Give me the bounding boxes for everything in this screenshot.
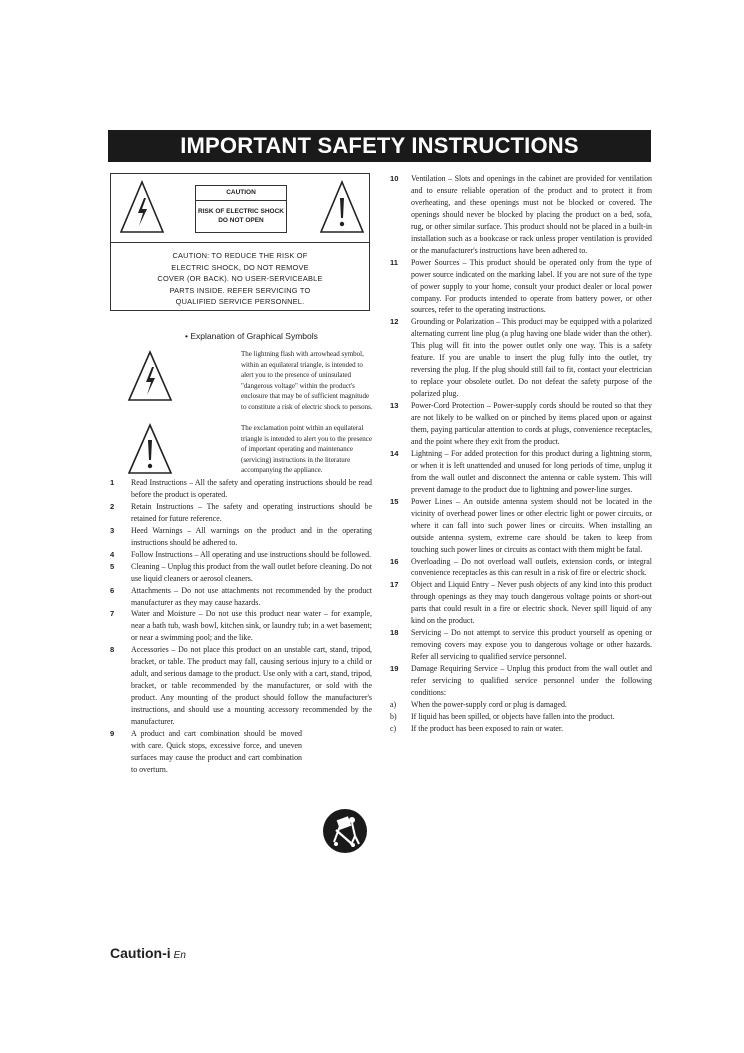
cart-tip-over-icon [322, 808, 368, 854]
item-number: 12 [390, 317, 399, 327]
item-number: 19 [390, 664, 399, 674]
exclamation-warning-icon [319, 180, 365, 234]
page-number: Caution-i [110, 945, 171, 961]
item-number: 8 [110, 645, 115, 655]
item-number: 18 [390, 628, 399, 638]
lightning-warning-icon [127, 350, 173, 402]
item-text: Damage Requiring Service – Unplug this product from the wall outlet and refer servicing to qualified service personnel under the following conditions: [411, 664, 652, 697]
list-item [390, 257, 652, 317]
list-item [390, 173, 652, 257]
item-text: Read Instructions – All the safety and operating instructions should be read before the product is operated. [131, 478, 372, 499]
right-instructions [390, 173, 652, 735]
lightning-explanation: The lightning flash with arrowhead symbol, within an equilateral triangle, is intended to alert you to the presence of uninsulated "dangerous voltage" within the product's enclosure that may be of sufficient magnitude to constitute a risk of electric shock to persons. [241, 350, 373, 411]
item-text: Accessories – Do not place this product on an unstable cart, stand, tripod, bracket, or table. The product may fall, causing serious injury to a child or adult, and serious damage to the product. Use only with a cart, stand, tripod, bracket, or table recommended by the manufacturer, or sold with the product. Any mounting of the product should follow the manufacturer's instructions, and should use a mounting accessory recommended by the manufacturer. [131, 645, 372, 727]
list-item [390, 627, 652, 663]
sub-item-text: If liquid has been spilled, or objects have fallen into the product. [411, 711, 615, 721]
item-number: 5 [110, 561, 115, 571]
exclamation-warning-icon [127, 423, 173, 475]
sub-item-text: When the power-supply cord or plug is damaged. [411, 699, 567, 709]
item-text: Servicing – Do not attempt to service this product yourself as opening or removing covers may expose you to dangerous voltage or other hazards. Refer all servicing to qualified service personnel. [411, 628, 652, 662]
caution-text [111, 250, 369, 308]
sub-item [390, 723, 652, 735]
list-item [110, 561, 372, 585]
language-code: En [173, 950, 186, 961]
caution-line: COVER (OR BACK). NO USER-SERVICEABLE [157, 274, 323, 283]
sub-item-letter: b) [390, 711, 397, 721]
list-item [390, 579, 652, 627]
list-item [110, 549, 372, 561]
item-text: Power-Cord Protection – Power-supply cords should be routed so that they are not likely to be walked on or pinched by items placed upon or against them, paying particular attention to cords at plugs, convenience receptacles, and the point where they exit from the product. [411, 401, 652, 446]
item-text: Overloading – Do not overload wall outlets, extension cords, or integral convenience receptacles as this can result in a risk of fire or electric shock. [411, 556, 652, 578]
caution-line: PARTS INSIDE. REFER SERVICING TO [169, 285, 311, 295]
item-text: Follow Instructions – All operating and use instructions should be followed. [131, 549, 371, 559]
item-number: 6 [110, 585, 115, 595]
item-number: 10 [390, 174, 399, 183]
item-number: 9 [110, 729, 115, 739]
item-text: Water and Moisture – Do not use this product near water – for example, near a bath tub, wash bowl, kitchen sink, or laundry tub; in a wet basement; or near a swimming pool; and the like. [131, 609, 372, 643]
caution-label-do-not-open: DO NOT OPEN [218, 217, 264, 224]
list-item [390, 663, 652, 699]
item-text: Grounding or Polarization – This product may be equipped with a polarized alternating current line plug (a plug having one blade wider than the other). This plug will fit into the power outlet only one way. This is a safety feature. If you are unable to insert the plug fully into the outlet, try reversing the plug. If the plug should still fail to fit, contact your electrician to replace your obsolete outlet. Do not defeat the safety purpose of the polarized plug. [411, 317, 652, 399]
item-text: Power Lines – An outside antenna system should not be located in the vicinity of overhead power lines or other electric light or power circuits, or where it can fall into such power lines or circuits. When installing an outside antenna system, extreme care should be taken to keep from touching such power lines or circuits as contact with them might be fatal. [411, 496, 652, 554]
item-text: Retain Instructions – The safety and operating instructions should be retained for future reference. [131, 501, 372, 523]
list-item [110, 585, 372, 609]
list-item [110, 477, 372, 501]
item-number: 3 [110, 525, 115, 535]
left-instructions [110, 477, 372, 776]
caution-line: QUALIFIED SERVICE PERSONNEL. [175, 297, 305, 306]
caution-label [195, 185, 287, 233]
sub-item [390, 699, 652, 711]
item-text: Object and Liquid Entry – Never push objects of any kind into this product through openings as they may touch dangerous voltage points or short-out parts that could result in a fire or electric shock. Never spill liquid of any kind on the product. [411, 580, 652, 626]
item-number: 15 [390, 496, 399, 506]
caution-box [110, 173, 370, 311]
sub-item-text: If the product has been exposed to rain or water. [411, 723, 564, 733]
item-number: 13 [390, 401, 399, 411]
item-text: Heed Warnings – All warnings on the product and in the operating instructions should be adhered to. [131, 525, 372, 547]
list-item [390, 496, 652, 556]
item-text: Power Sources – This product should be operated only from the type of power source indicated on the marking label. If you are not sure of the type of power supply to your home, consult your product dealer or local power company. For products intended to operate from battery power, or other sources, refer to the operating instructions. [411, 257, 652, 315]
item-text: Ventilation – Slots and openings in the cabinet are provided for ventilation and to ensure reliable operation of the product and to protect it from overheating, and these openings must not be blocked or covered. The openings should never be blocked by placing the product on a bed, sofa, rug, or other similar surface. This product should not be placed in a built-in installation such as a bookcase or rack unless proper ventilation is provided or the manufacturer's instructions have been adhered to. [411, 174, 652, 255]
item-text: Lightning – For added protection for this product during a lightning storm, or when it is left unattended and unused for long periods of time, unplug it from the wall outlet and disconnect the antenna or cable system. This will prevent damage to the product due to lightning and power-line surges. [411, 448, 652, 494]
explanation-heading: • Explanation of Graphical Symbols [185, 331, 318, 341]
page-footer [110, 945, 186, 961]
item-number: 1 [110, 478, 115, 487]
caution-label-risk: RISK OF ELECTRIC SHOCK [198, 208, 284, 215]
sub-item-letter: c) [390, 723, 397, 733]
caution-line: CAUTION: TO REDUCE THE RISK OF [172, 251, 308, 260]
exclamation-explanation: The exclamation point within an equilateral triangle is intended to alert you to the presence of important operating and maintenance (servicing) instructions in the literature accompanying the appliance. [241, 424, 373, 475]
list-item [390, 448, 652, 496]
sub-item [390, 711, 652, 723]
list-item [110, 644, 372, 728]
list-item [110, 501, 372, 525]
item-number: 14 [390, 448, 399, 458]
sub-item-letter: a) [390, 699, 397, 709]
list-item [390, 556, 652, 580]
item-text: Cleaning – Unplug this product from the wall outlet before cleaning. Do not use liquid cleaners or aerosol cleaners. [131, 561, 372, 583]
item-number: 7 [110, 609, 115, 619]
item-number: 2 [110, 501, 115, 511]
page-title: IMPORTANT SAFETY INSTRUCTIONS [108, 130, 651, 162]
caution-line: ELECTRIC SHOCK, DO NOT REMOVE [171, 262, 309, 272]
caution-label-title: CAUTION [196, 186, 286, 201]
list-item [390, 400, 652, 448]
item-number: 4 [110, 549, 115, 559]
list-item [110, 728, 372, 776]
list-item [110, 525, 372, 549]
item-text: A product and cart combination should be moved with care. Quick stops, excessive force, and uneven surfaces may cause the product and cart combination to overturn. [131, 729, 302, 774]
item-number: 11 [390, 257, 399, 267]
item-number: 17 [390, 580, 399, 590]
list-item [390, 316, 652, 400]
caution-symbols-row [111, 174, 369, 243]
item-number: 16 [390, 556, 399, 566]
lightning-warning-icon [119, 180, 165, 234]
item-text: Attachments – Do not use attachments not recommended by the product manufacturer as they may cause hazards. [131, 585, 372, 607]
list-item [110, 608, 372, 644]
